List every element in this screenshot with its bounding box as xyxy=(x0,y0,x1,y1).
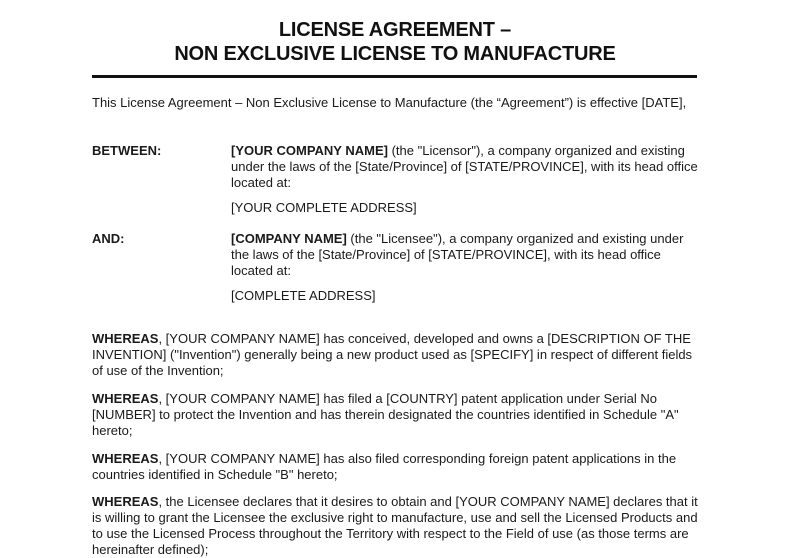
party-licensee-description xyxy=(231,231,701,279)
party-licensor-address: [YOUR COMPLETE ADDRESS] xyxy=(231,200,417,215)
party-licensor-name: [YOUR COMPANY NAME] xyxy=(231,143,388,158)
party-licensor-description xyxy=(231,143,701,191)
title-divider xyxy=(92,75,697,78)
recital-text: , [YOUR COMPANY NAME] has also filed corresponding foreign patent applications in the countries identified in Schedule "B" hereto; xyxy=(92,451,677,482)
party-licensee-address: [COMPLETE ADDRESS] xyxy=(231,288,376,303)
intro-paragraph: This License Agreement – Non Exclusive License to Manufacture (the “Agreement”) is effective [DATE], xyxy=(92,95,687,110)
party-label-and: AND: xyxy=(92,231,125,246)
recital-1 xyxy=(92,331,704,379)
recital-keyword: WHEREAS xyxy=(92,451,159,466)
document-title-line-1: LICENSE AGREEMENT – xyxy=(278,19,512,41)
recital-text: , the Licensee declares that it desires to obtain and [YOUR COMPANY NAME] declares that it is willing to grant the Licensee the exclusive right to manufacture, use and sell the Licensed Products and to use the Licensed Process throughout the Territory with respect to the Field of use (as those terms are hereinafter defined); xyxy=(92,494,698,557)
recital-text: , [YOUR COMPANY NAME] has filed a [COUNTRY] patent application under Serial No [NUMBER] to protect the Invention and has therein designated the countries identified in Schedule "A" hereto; xyxy=(92,391,679,438)
recital-4 xyxy=(92,494,704,558)
party-label-between: BETWEEN: xyxy=(92,143,162,158)
party-licensee-name: [COMPANY NAME] xyxy=(231,231,347,246)
recital-2 xyxy=(92,391,704,439)
recital-keyword: WHEREAS xyxy=(92,331,159,346)
document-title-line-2: NON EXCLUSIVE LICENSE TO MANUFACTURE xyxy=(174,43,616,65)
recital-3 xyxy=(92,451,704,483)
recital-keyword: WHEREAS xyxy=(92,494,159,509)
party-licensor-text: (the "Licensor"), a company organized and existing under the laws of the [State/Province] of [STATE/PROVINCE], with its head office located at: xyxy=(231,143,698,190)
recital-keyword: WHEREAS xyxy=(92,391,159,406)
recital-text: , [YOUR COMPANY NAME] has conceived, developed and owns a [DESCRIPTION OF THE INVENTION] ("Invention") generally being a new product used as [SPECIFY] in respect of different fields of use of the Invention; xyxy=(92,331,693,378)
party-licensee-text: (the "Licensee"), a company organized and existing under the laws of the [State/Province] of [STATE/PROVINCE], with its head office located at: xyxy=(231,231,684,278)
